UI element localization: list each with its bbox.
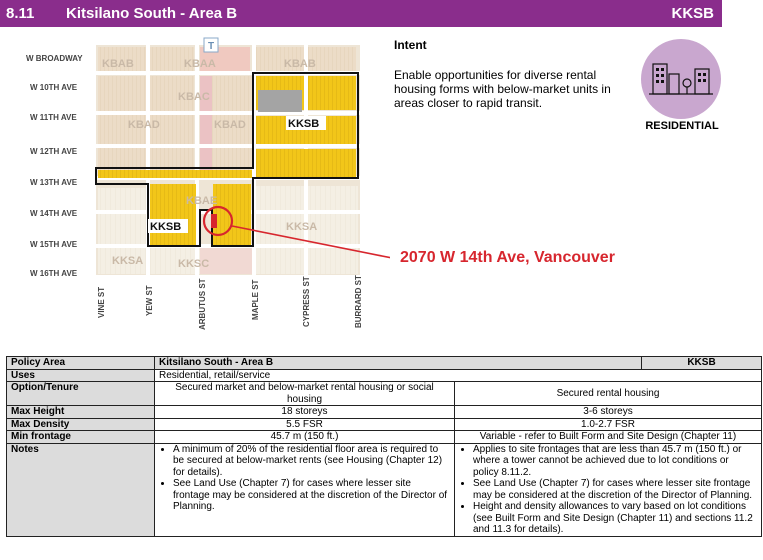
street-name: W 11TH AVE (30, 113, 77, 122)
street-name: W 12TH AVE (30, 147, 78, 156)
table-cell: 45.7 m (150 ft.) (155, 431, 455, 444)
table-row (7, 406, 762, 419)
area-label: KBAD (214, 119, 246, 131)
list-item: • Applies to site frontages that are less than 45.7 m (150 ft.) or where a tower cannot be achieved due to lot conditions or policy 8.11.2. (473, 444, 757, 479)
intent-heading: Intent (394, 38, 427, 52)
table-cell: Secured market and below-market rental housing or social housing (155, 382, 455, 406)
table-cell: Residential, retail/service (155, 369, 762, 382)
kksb-lots (308, 76, 356, 110)
table-cell (155, 443, 455, 536)
table-cell: 5.5 FSR (155, 418, 455, 431)
section-code: KKSB (671, 5, 714, 22)
table-row (7, 431, 762, 444)
street-name: BURRARD ST (354, 275, 363, 328)
row-label: Uses (7, 369, 155, 382)
kksb-lots (98, 170, 252, 178)
street-name: YEW ST (145, 285, 154, 316)
notes-list (459, 444, 757, 536)
table-header-cell: Kitsilano South - Area B (155, 357, 642, 370)
area-label: KKSA (286, 221, 318, 233)
table-cell: 18 storeys (155, 406, 455, 419)
street-name: VINE ST (97, 286, 106, 318)
area-label: KBAB (102, 58, 134, 70)
intent-text: Enable opportunities for diverse rental housing forms with below-market units in areas closer to rapid transit. (394, 68, 611, 110)
area-label: KBAD (128, 119, 160, 131)
notes-list (159, 444, 450, 513)
residential-label: RESIDENTIAL (645, 120, 719, 132)
area-map (0, 30, 390, 350)
table-cell (455, 443, 762, 536)
area-label: KKSC (178, 258, 210, 270)
block-context (98, 76, 146, 112)
list-item: • See Land Use (Chapter 7) for cases where lesser site frontage may be considered at the discretion of the Director of Planning. (473, 478, 757, 501)
street-name: W 16TH AVE (30, 269, 78, 278)
residential-buildings-icon (641, 39, 721, 119)
row-label: Min frontage (7, 431, 155, 444)
table-cell: Variable - refer to Built Form and Site Design (Chapter 11) (455, 431, 762, 444)
area-label: KBAC (178, 91, 210, 103)
policy-table (6, 356, 762, 537)
street-name: W BROADWAY (26, 54, 83, 63)
table-header-cell: Policy Area (7, 357, 155, 370)
residential-badge (641, 39, 721, 119)
row-label: Option/Tenure (7, 382, 155, 406)
table-header-cell: KKSB (642, 357, 762, 370)
table-row (7, 369, 762, 382)
kksb-lots (213, 184, 251, 246)
area-label: KKSA (112, 255, 144, 267)
table-row (7, 418, 762, 431)
row-label: Max Density (7, 418, 155, 431)
street-name: CYPRESS ST (302, 276, 311, 327)
row-label: Max Height (7, 406, 155, 419)
list-item: • See Land Use (Chapter 7) for cases where lesser site frontage may be considered at the discretion of the Director of Planning. (173, 478, 450, 513)
section-title: Kitsilano South - Area B (66, 5, 238, 22)
street-name: ARBUTUS ST (198, 278, 207, 330)
kksb-lots (150, 184, 196, 246)
street-name: MAPLE ST (251, 279, 260, 320)
kksb-label: KKSB (288, 118, 320, 130)
street-name: W 15TH AVE (30, 240, 78, 249)
area-label: KBAB (284, 58, 316, 70)
site-marker (211, 214, 217, 228)
table-cell: 3-6 storeys (455, 406, 762, 419)
table-cell: Secured rental housing (455, 382, 762, 406)
kksb-lots (256, 149, 356, 177)
site-address-callout: 2070 W 14th Ave, Vancouver (400, 249, 615, 266)
table-row (7, 382, 762, 406)
row-label: Notes (7, 443, 155, 536)
list-item: • Height and density allowances to vary based on lot conditions (see Built Form and Site Design (Chapter 11) and sections 11.2 and 11.3 for details). (473, 501, 757, 536)
existing-building (258, 90, 302, 112)
kksb-label: KKSB (150, 221, 182, 233)
table-header-row (7, 357, 762, 370)
transit-icon-label: T (207, 41, 215, 52)
area-label: KBAA (184, 58, 216, 70)
street-name: W 14TH AVE (30, 209, 78, 218)
area-label: KBAE (186, 195, 218, 207)
street-name: W 10TH AVE (30, 83, 78, 92)
street-name: W 13TH AVE (30, 178, 78, 187)
table-row (7, 443, 762, 536)
section-number: 8.11 (6, 5, 35, 22)
list-item: • A minimum of 20% of the residential floor area is required to be secured at below-market rents (see Housing (Chapter 12) for details). (173, 444, 450, 479)
table-cell: 1.0-2.7 FSR (455, 418, 762, 431)
section-header (0, 0, 722, 27)
